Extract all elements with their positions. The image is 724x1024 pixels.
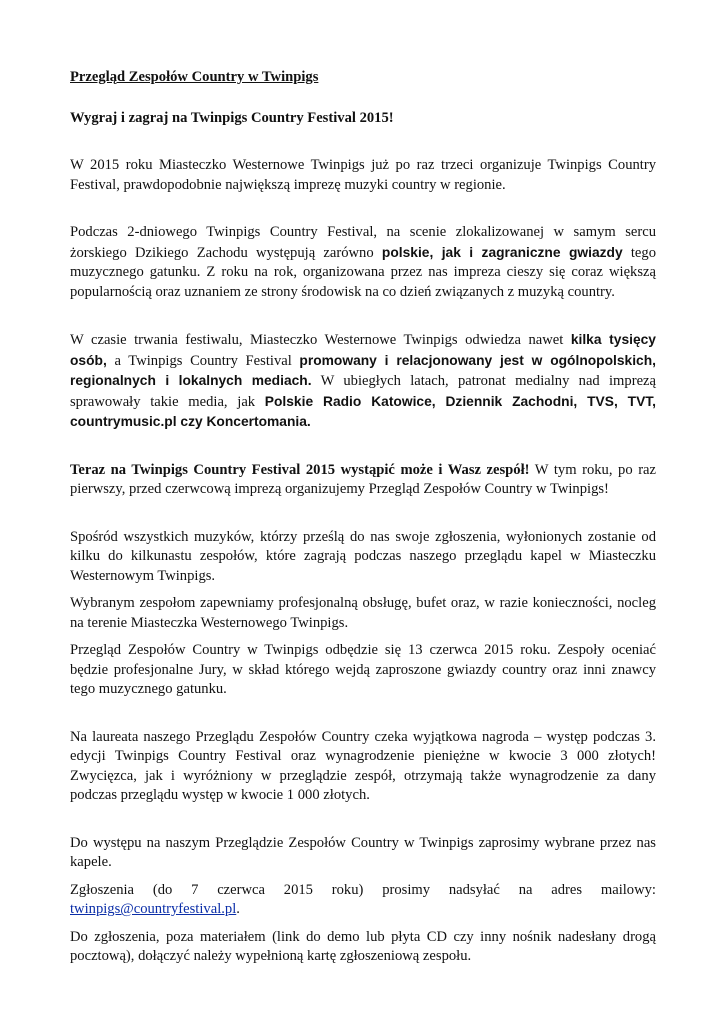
page-title: Przegląd Zespołów Country w Twinpigs	[70, 69, 319, 85]
paragraph-prize: Na laureata naszego Przeglądu Zespołów Country czeka wyjątkowa nagroda – występ podczas 3. edycji Twinpigs Country Festival oraz wynagrodzenie pieniężne w kwocie 3 000 złotych! Zwycięzca, jak i wyróżniony w przeglądzie zespół, otrzymają także wynagrodzenie za dany podczas przeglądu występ w kwocie 1 000 złotych.	[70, 728, 656, 803]
text-span: tego muzycznego gatunku. Z roku na rok, organizowana przez nas impreza cieszy się coraz większą popularnością oraz uznaniem ze strony środowisk na co dzień związanych z muzyką country.	[70, 244, 656, 300]
text-span: Podczas 2-dniowego Twinpigs Country Festival, na scenie zlokalizowanej w samym sercu żorskiego Dzikiego Zachodu występują zarówno	[70, 224, 656, 261]
page-subtitle: Wygraj i zagraj na Twinpigs Country Festival 2015!	[70, 109, 394, 126]
bold-span: promowany i relacjonowany jest w ogólnopolskich, regionalnych i lokalnych mediach.	[70, 352, 656, 388]
paragraph-intro: W 2015 roku Miasteczko Westernowe Twinpigs już po raz trzeci organizuje Twinpigs Country Festival, prawdopodobnie największą imprezę muzyki country w regionie.	[70, 157, 656, 193]
paragraph-invite	[70, 461, 656, 500]
email-link[interactable]: twinpigs@countryfestival.pl	[70, 901, 237, 917]
text-span: W tym roku, po raz pierwszy, przed czerwcową imprezą organizujemy Przegląd Zespołów Country w Twinpigs!	[70, 461, 657, 497]
bold-span: polskie, jak i zagraniczne gwiazdy	[381, 244, 623, 260]
text-span: Zgłoszenia (do 7 czerwca 2015 roku) prosimy nadsyłać na adres mailowy:	[70, 881, 656, 898]
paragraph-services: Wybranym zespołom zapewniamy profesjonalną obsługę, bufet oraz, w razie konieczności, nocleg na terenie Miasteczka Westernowego Twinpigs.	[70, 595, 656, 631]
bold-span: kilka tysięcy osób,	[70, 332, 656, 368]
paragraph-festival	[70, 223, 656, 302]
paragraph-selection: Spośród wszystkich muzyków, którzy prześlą do nas swoje zgłoszenia, wyłonionych zostanie od kilku do kilkunastu zespołów, które zagrają podczas naszego przeglądu kapel w Miasteczku Westernowym Twinpigs.	[70, 528, 656, 584]
paragraph-attachments: Do zgłoszenia, poza materiałem (link do demo lub płyta CD czy inny nośnik nadesłany drogą pocztową), dołączyć należy wypełnioną kartę zgłoszeniową zespołu.	[70, 928, 656, 964]
paragraph-date-jury: Przegląd Zespołów Country w Twinpigs odbędzie się 13 czerwca 2015 roku. Zespoły oceniać będzie profesjonalne Jury, w skład którego wejdą zaproszone gwiazdy country oraz inni znawcy tego muzycznego gatunku.	[70, 642, 656, 697]
paragraph-media	[70, 330, 656, 433]
paragraph-submission	[70, 881, 656, 920]
media-list: Polskie Radio Katowice, Dziennik Zachodni, TVS, TVT, countrymusic.pl czy Koncertomania.	[70, 393, 657, 429]
text-span: W czasie trwania festiwalu, Miasteczko Westernowe Twinpigs odwiedza nawet	[70, 332, 571, 348]
document-page	[70, 68, 656, 967]
paragraph-bands: Do występu na naszym Przeglądzie Zespołów Country w Twinpigs zaprosimy wybrane przez nas kapele.	[70, 834, 656, 870]
bold-span: Teraz na Twinpigs Country Festival 2015 wystąpić może i Wasz zespół!	[70, 461, 530, 478]
text-span: .	[236, 901, 240, 917]
text-span: W ubiegłych latach, patronat medialny nad imprezą sprawowały takie media, jak	[70, 373, 656, 410]
text-span: a Twinpigs Country Festival	[106, 352, 300, 369]
